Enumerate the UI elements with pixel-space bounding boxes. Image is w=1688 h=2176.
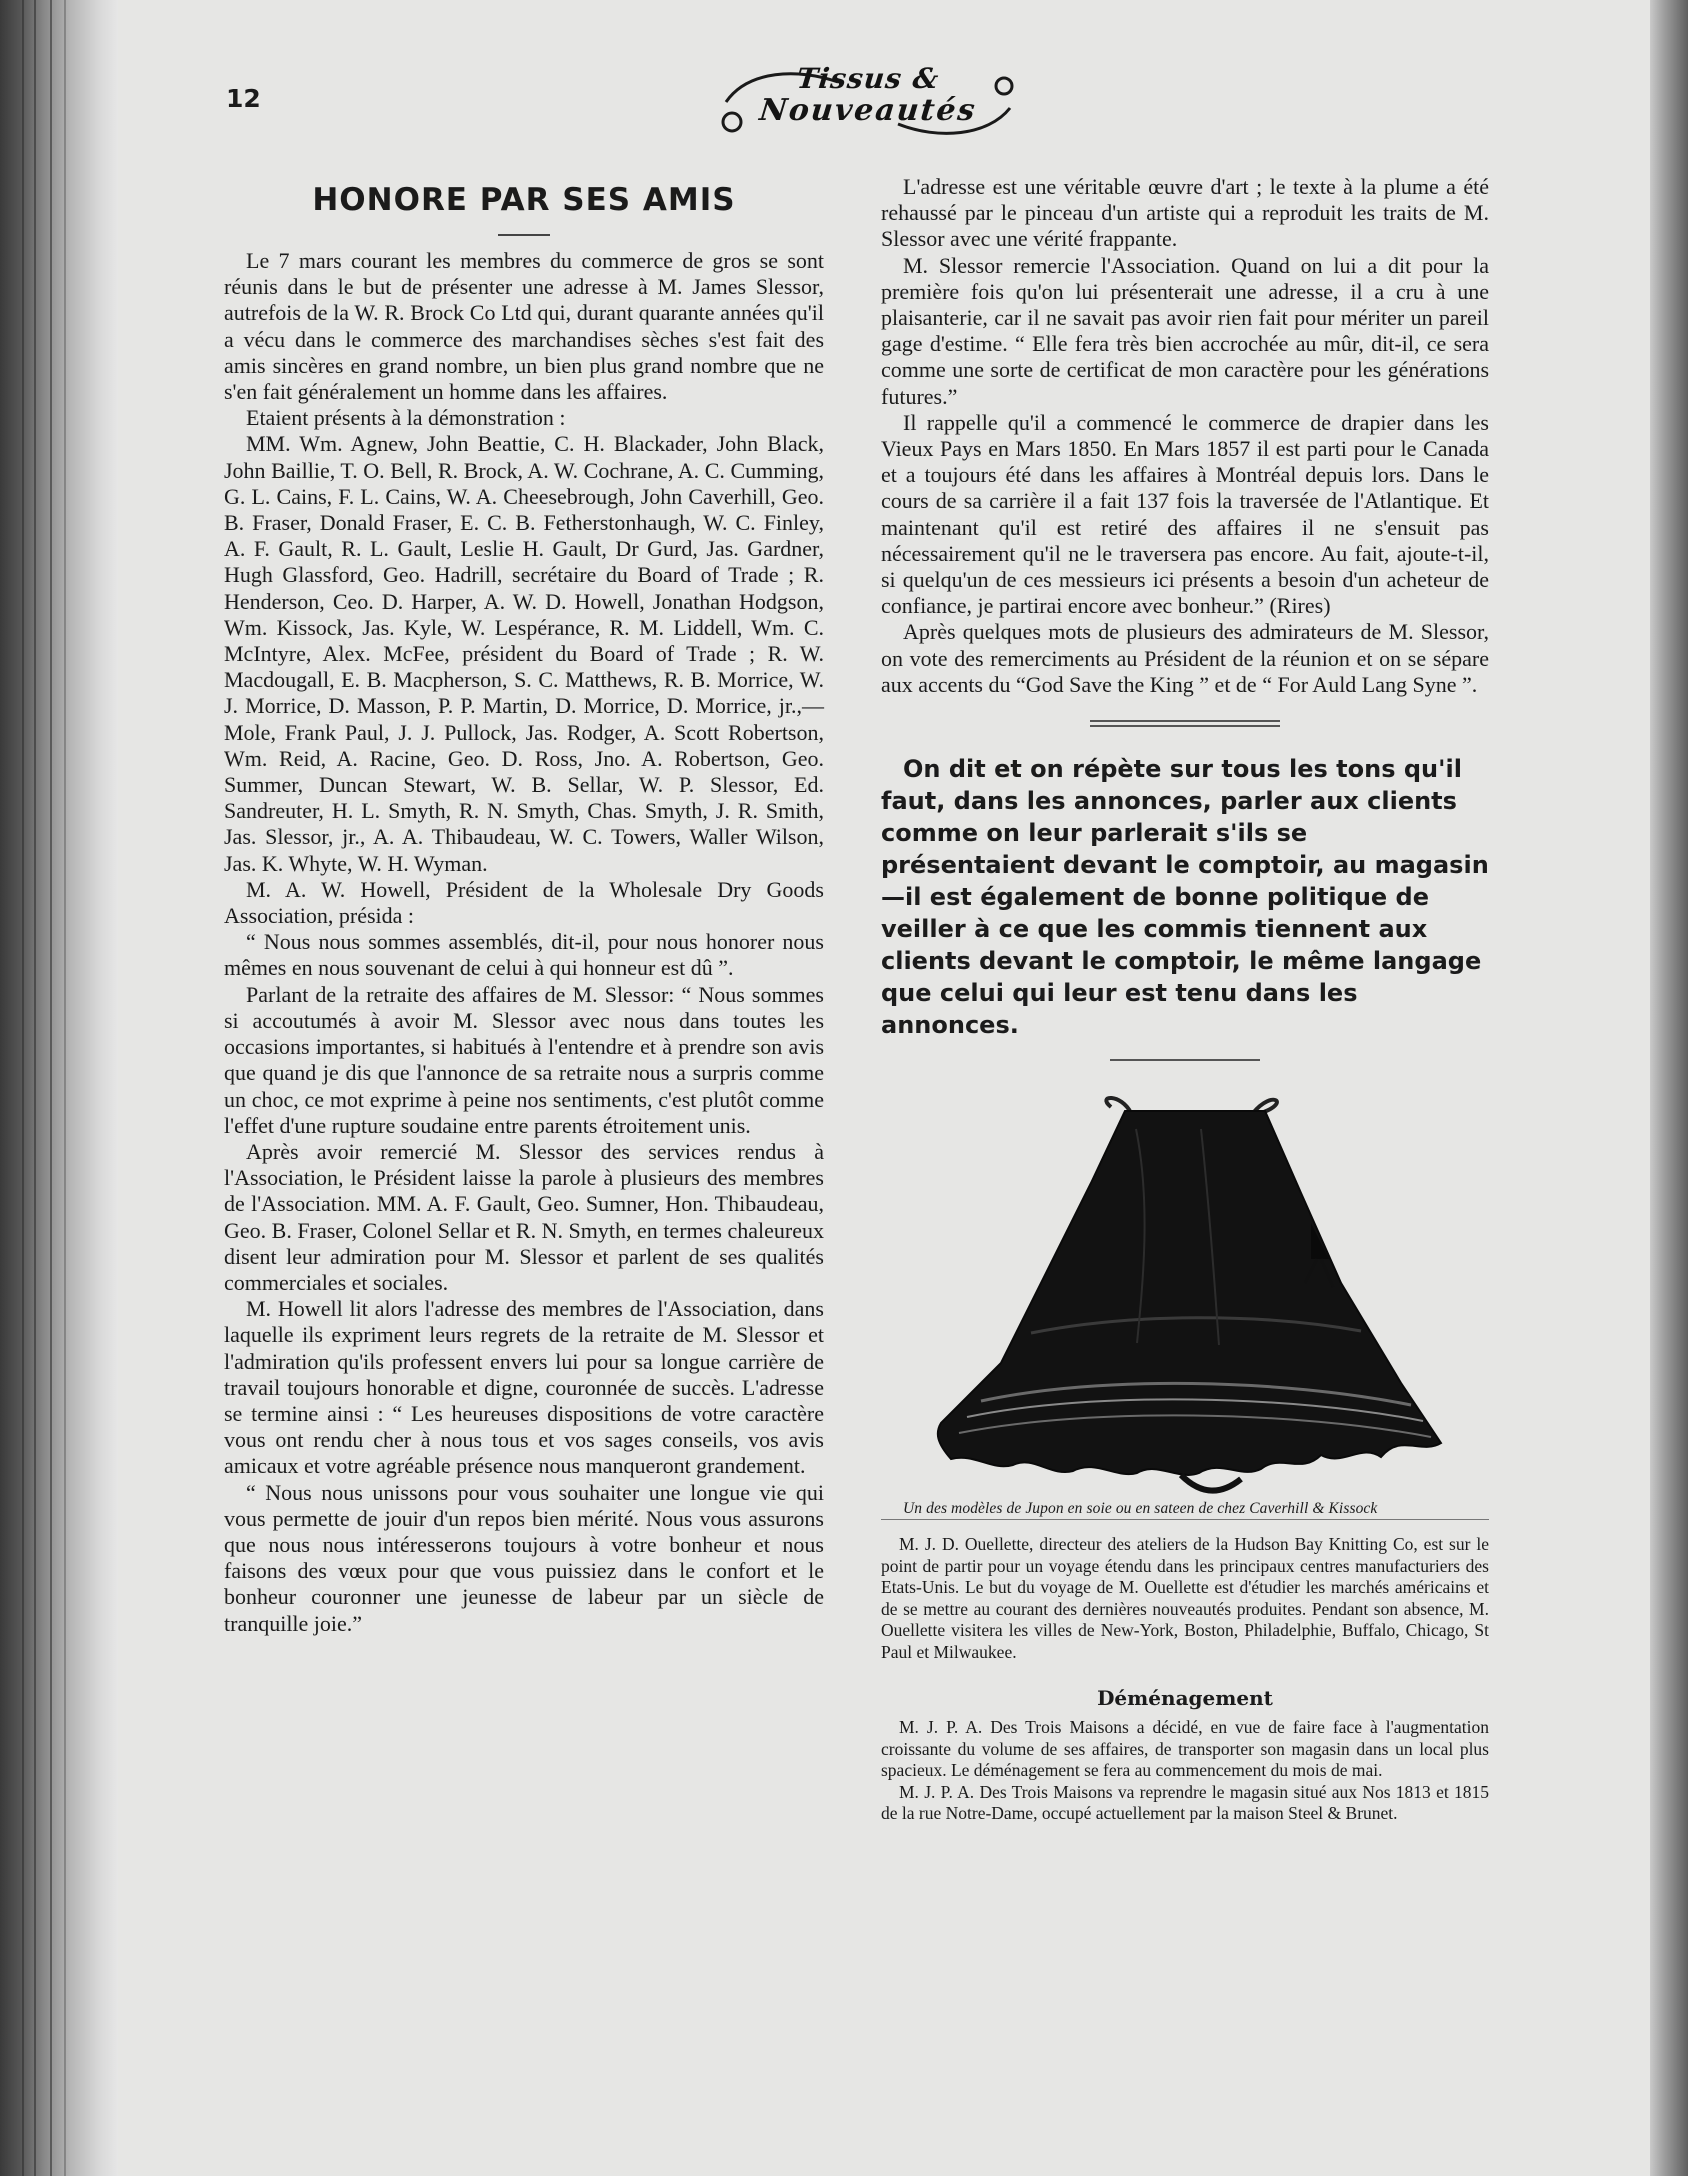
caption-rule (881, 1519, 1489, 1520)
demenagement-paragraph: M. J. P. A. Des Trois Maisons a décidé, en vue de faire face à l'augmentation croissante du volume de ses affaires, de transporter son magasin dans un local plus spacieux. Le déménagement se fera au commencement du mois de mai. (881, 1717, 1489, 1781)
section-divider (1090, 720, 1280, 727)
magazine-page (118, 0, 1650, 2176)
title-rule (498, 234, 550, 236)
book-binding-shadow (0, 0, 118, 2176)
masthead-title-line2: Nouveautés (757, 93, 979, 128)
news-paragraph: M. J. D. Ouellette, directeur des ateliers de la Hudson Bay Knitting Co, est sur le point de partir pour un voyage étendu dans les principaux centres manufacturiers des Etats-Unis. Le but du voyage de M. Ouellette est d'étudier les marchés américains et de se mettre au courant des dernières nouveautés produites. Pendant son absence, M. Ouellette visitera les villes de New-York, Boston, Philadelphie, Buffalo, Chicago, St Paul et Milwaukee. (881, 1534, 1489, 1662)
demenagement-heading: Déménagement (1097, 1686, 1273, 1711)
article-paragraph: Après quelques mots de plusieurs des admirateurs de M. Slessor, on vote des remerciments au Président de la réunion et on se sépare aux accents du “God Save the King ” et de “ For Auld Lang Syne ”. (881, 619, 1489, 697)
article-paragraph: Le 7 mars courant les membres du commerce de gros se sont réunis dans le but de présenter une adresse à M. James Slessor, autrefois de la W. R. Brock Co Ltd qui, durant quarante années qu'il a vécu dans le commerce des marchandises sèches s'est fait des amis sincères en grand nombre, un bien plus grand nombre que ne s'en fait généralement un homme dans les affaires. (224, 248, 824, 405)
article-title: HONORE PAR SES AMIS (312, 182, 736, 218)
article-paragraph: “ Nous nous unissons pour vous souhaiter une longue vie qui vous permette de jouir d'un repos bien mérité. Nous vous assurons que nous nous intéresserons toujours à votre bonheur et nous faisons des vœux pour que vous puissiez dans le confort et le bonheur couronner une jeunesse de labeur par un siècle de tranquille joie.” (224, 1479, 824, 1636)
article-paragraph: Etaient présents à la démonstration : (246, 405, 566, 431)
masthead-title-line1: Tissus & (795, 62, 941, 95)
figure-caption: Un des modèles de Jupon en soie ou en sateen de chez Caverhill & Kissock (903, 1500, 1378, 1518)
petticoat-illustration (881, 1083, 1489, 1499)
masthead-logo (718, 62, 1018, 144)
advertising-notice: On dit et on répète sur tous les tons qu'il faut, dans les annonces, parler aux clients comme on leur parlerait s'ils se présentaient devant le comptoir, au magasin—il est également de bonne politique de veiller à ce que les commis tiennent aux clients devant le comptoir, le même langage que celui qui leur est tenu dans les annonces. (881, 755, 1489, 1040)
article-paragraph: “ Nous nous sommes assemblés, dit-il, pour nous honorer nous mêmes en nous souvenant de celui à qui honneur est dû ”. (224, 929, 824, 981)
left-column (224, 180, 824, 1637)
article-paragraph: M. A. W. Howell, Président de la Wholesale Dry Goods Association, présida : (224, 876, 824, 929)
article-paragraph: L'adresse est une véritable œuvre d'art ; le texte à la plume a été rehaussé par le pinceau d'un artiste qui a reproduit les traits de M. Slessor avec une vérité frappante. (881, 174, 1489, 252)
right-column (881, 174, 1489, 1825)
attendee-list: MM. Wm. Agnew, John Beattie, C. H. Blackader, John Black, John Baillie, T. O. Bell, R. Brock, A. W. Cochrane, A. C. Cumming, G. L. Cains, F. L. Cains, W. A. Cheesebrough, John Caverhill, Geo. B. Fraser, Donald Fraser, E. C. B. Fetherstonhaugh, W. C. Finley, A. F. Gault, R. L. Gault, Leslie H. Gault, Dr Gurd, Jas. Gardner, Hugh Glassford, Geo. Hadrill, secrétaire du Board of Trade ; R. Henderson, Ceo. D. Harper, A. W. D. Howell, Jonathan Hodgson, Wm. Kissock, Jas. Kyle, W. Lespérance, R. M. Liddell, Wm. C. McIntyre, Alex. McFee, président du Board of Trade ; R. W. Macdougall, E. B. Macpherson, S. C. Matthews, R. B. Morrice, W. J. Morrice, D. Masson, P. P. Martin, D. Morrice, D. Morrice, jr.,—Mole, Frank Paul, J. J. Pullock, Jas. Rodger, A. Scott Robertson, Wm. Reid, A. Racine, Geo. D. Ross, Jno. A. Robertson, Geo. Summer, Duncan Stewart, W. B. Sellar, W. P. Slessor, Ed. Sandreuter, H. L. Smyth, R. N. Smyth, Chas. Smyth, J. R. Smith, Jas. Slessor, jr., A. A. Thibaudeau, W. C. Towers, Waller Wilson, Jas. K. Whyte, W. H. Wyman. (224, 431, 824, 876)
article-paragraph: M. Howell lit alors l'adresse des membres de l'Association, dans laquelle ils expriment leurs regrets de la retraite de M. Slessor et l'admiration qu'ils professent envers lui pour sa longue carrière de travail toujours honorable et digne, couronnée de succès. L'adresse se termine ainsi : “ Les heureuses dispositions de votre caractère vous ont rendu cher à nous tous et vos sages conseils, vos avis amicaux et votre agréable présence nous manqueront grandement. (224, 1296, 824, 1479)
article-paragraph: Parlant de la retraite des affaires de M. Slessor: “ Nous sommes si accoutumés à avoir M. Slessor avec nous dans toutes les occasions importantes, si habitués à l'entendre et à prendre son avis que quand je dis que l'annonce de sa retraite nous a surpris comme un choc, ce mot exprime à peine nos sentiments, c'est plutôt comme l'effet d'une rupture soudaine entre parents étroitement unis. (224, 981, 824, 1138)
page-edge-shadow (1650, 0, 1688, 2176)
article-paragraph: Après avoir remercié M. Slessor des services rendus à l'Association, le Président laisse la parole à plusieurs des membres de l'Association. MM. A. F. Gault, Geo. Sumner, Hon. Thibaudeau, Geo. B. Fraser, Colonel Sellar et R. N. Smyth, en termes chaleureux disent leur admiration pour M. Slessor et parlent de ses qualités commerciales et sociales. (224, 1138, 824, 1295)
demenagement-section (881, 1717, 1489, 1825)
petticoat-drawing (881, 1083, 1489, 1499)
article-paragraph: M. Slessor remercie l'Association. Quand on lui a dit pour la première fois qu'on lui présenterait une adresse, il a cru à une plaisanterie, car il ne savait pas avoir rien fait pour mériter un pareil gage d'estime. “ Elle fera très bien accrochée au mûr, dit-il, ce sera comme une sorte de certificat de mon caractère pour les générations futures.” (881, 252, 1489, 409)
notice-rule (1110, 1059, 1260, 1061)
demenagement-paragraph: M. J. P. A. Des Trois Maisons va reprendre le magasin situé aux Nos 1813 et 1815 de la rue Notre-Dame, occupé actuellement par la maison Steel & Brunet. (881, 1781, 1489, 1824)
news-item (881, 1534, 1489, 1663)
article-paragraph: Il rappelle qu'il a commencé le commerce de drapier dans les Vieux Pays en Mars 1850. En Mars 1857 il est parti pour le Canada et a toujours été dans les affaires à Montréal depuis lors. Dans le cours de sa carrière il a fait 137 fois la traversée de l'Atlantique. Et maintenant qu'il est retiré des affaires il ne s'ensuit pas nécessairement qu'il ne le traversera pas encore. Au fait, ajoute-t-il, si quelqu'un de ces messieurs ici présents a besoin d'un acheteur de confiance, je partirai encore avec bonheur.” (Rires) (881, 409, 1489, 619)
page-number: 12 (226, 84, 261, 113)
